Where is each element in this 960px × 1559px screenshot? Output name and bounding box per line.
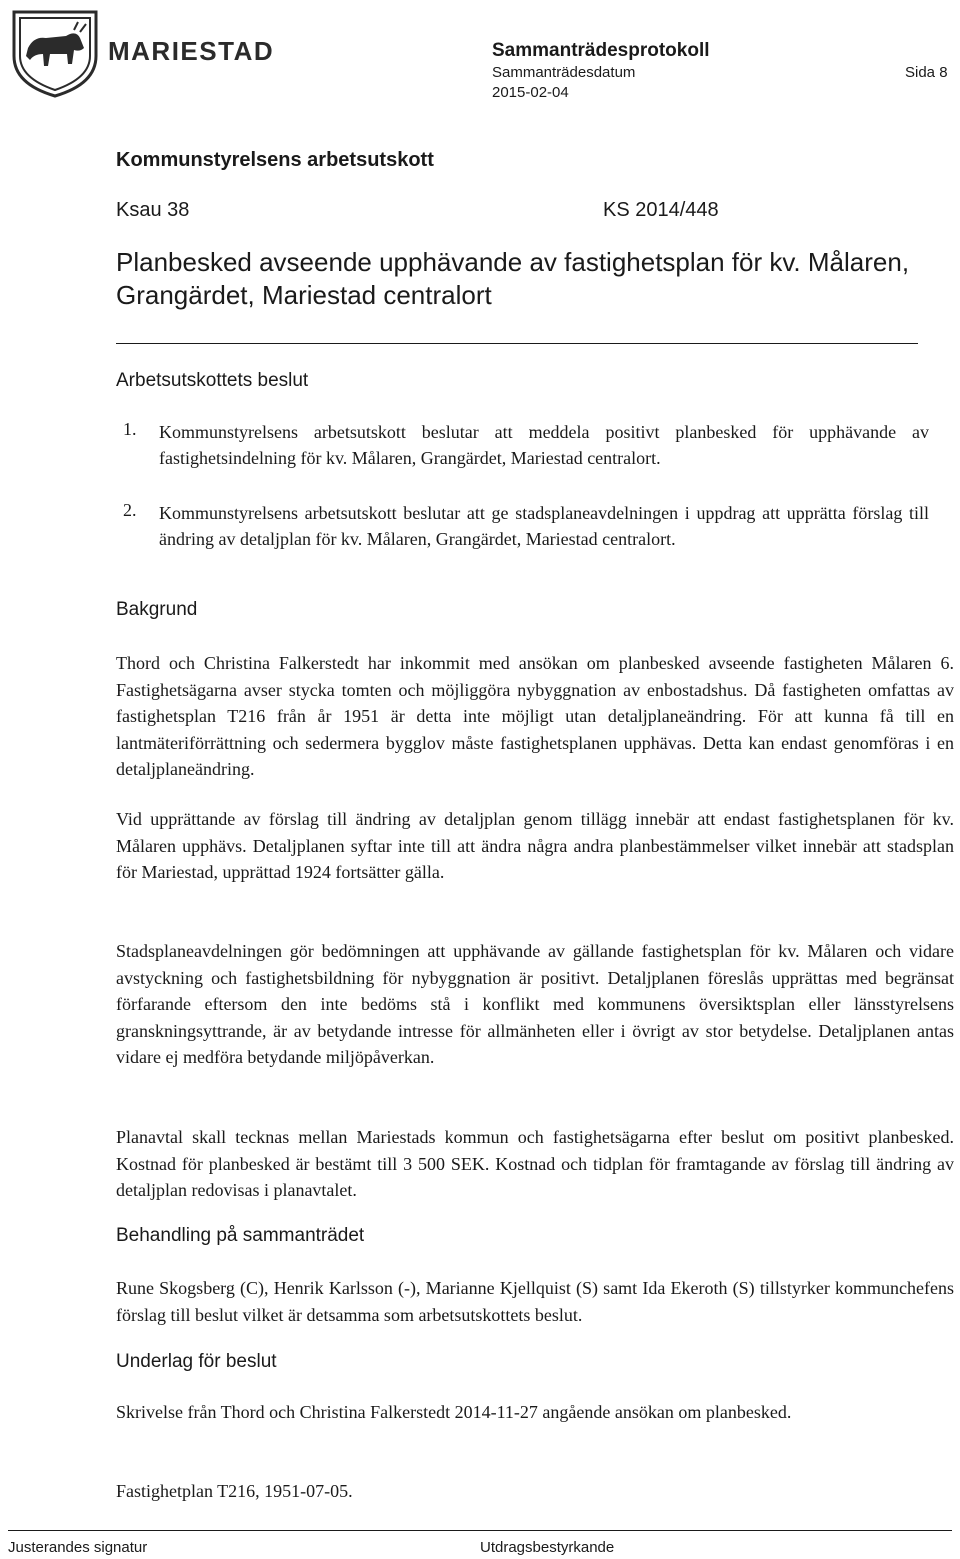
background-heading: Bakgrund xyxy=(116,599,198,620)
meeting-date-label: Sammanträdesdatum xyxy=(492,64,636,81)
extract-certification-label: Utdragsbestyrkande xyxy=(480,1539,615,1556)
signature-label: Justerandes signatur xyxy=(8,1539,148,1556)
coat-of-arms-icon xyxy=(10,8,106,98)
basis-item: Fastighetplan T216, 1951-07-05. xyxy=(116,1481,353,1501)
title-divider xyxy=(116,343,918,344)
case-number: KS 2014/448 xyxy=(603,199,719,221)
meeting-paragraph: Rune Skogsberg (C), Henrik Karlsson (-), Marianne Kjellquist (S) samt Ida Ekeroth (S) tillstyrker kommunchefens förslag till beslut vilket är detsamma som arbetsutskottets beslut. xyxy=(116,1278,954,1325)
footer-divider xyxy=(8,1530,952,1531)
document-type: Sammanträdesprotokoll xyxy=(492,40,710,61)
background-paragraph: Stadsplaneavdelningen gör bedömningen att upphävande av gällande fastighetsplan för kv. Målaren och vidare avstyckning och fastighetsbildning för nybyggnation är positivt. Detaljplanen föreslås upprättas med begränsat förfarande eftersom den inte bedöms stå i konflikt med kommunens översiktsplan eller länsstyrelsens granskningsyttrande, är av betydande intresse för allmänheten eller i övrigt av stor betydelse. Detaljplanen antas vidare ej medföra betydande miljöpåverkan. xyxy=(116,941,954,1067)
paragraph-number: Ksau 38 xyxy=(116,199,190,221)
decision-heading: Arbetsutskottets beslut xyxy=(116,370,309,391)
decision-item-number: 1. xyxy=(123,419,137,439)
meeting-heading: Behandling på sammanträdet xyxy=(116,1225,365,1246)
page-number: Sida 8 xyxy=(905,64,948,81)
logo-text: MARIESTAD xyxy=(108,36,275,66)
decision-item: Kommunstyrelsens arbetsutskott beslutar att ge stadsplaneavdelningen i uppdrag att upprätta förslag till ändring av detaljplan för kv. Målaren, Grangärdet, Mariestad centralort. xyxy=(159,503,929,549)
basis-item: Skrivelse från Thord och Christina Falkerstedt 2014-11-27 angående ansökan om planbesked. xyxy=(116,1402,792,1422)
meeting-date: 2015-02-04 xyxy=(492,84,569,101)
background-paragraph: Vid upprättande av förslag till ändring av detaljplan genom tillägg innebär att endast fastighetsplanen för kv. Målaren upphävs. Detaljplanen syftar inte till att ändra några andra planbestämmelser vilket innebär att stadsplan för Mariestad, upprättad 1924 fortsätter gälla. xyxy=(116,809,954,882)
background-paragraph: Thord och Christina Falkerstedt har inkommit med ansökan om planbesked avseende fastigheten Målaren 6. Fastighetsägarna avser stycka tomten och möjliggöra nybyggnation av enbostadshus. Då fastigheten omfattas av fastighetsplan T216 från år 1951 är detta inte möjligt utan detaljplaneändring. För att kunna få till en lantmäteriförrättning och sedermera bygglov måste fastighetsplanen upphävas. Detta kan endast genomföras i en detaljplaneändring. xyxy=(116,653,954,779)
decision-item: Kommunstyrelsens arbetsutskott beslutar att meddela positivt planbesked för upphävande av fastighetsindelning för kv. Målaren, Grangärdet, Mariestad centralort. xyxy=(159,422,929,468)
background-paragraph: Planavtal skall tecknas mellan Mariestads kommun och fastighetsägarna efter beslut om positivt planbesked. Kostnad för planbesked är bestämt till 3 500 SEK. Kostnad och tidplan för framtagande av förslag till ändring av detaljplan redovisas i planavtalet. xyxy=(116,1127,954,1200)
decision-item-number: 2. xyxy=(123,500,137,520)
page-title: Planbesked avseende upphävande av fastighetsplan för kv. Målaren, Grangärdet, Mariestad centralort xyxy=(116,247,910,310)
basis-heading: Underlag för beslut xyxy=(116,1351,277,1372)
committee-name: Kommunstyrelsens arbetsutskott xyxy=(116,149,434,171)
